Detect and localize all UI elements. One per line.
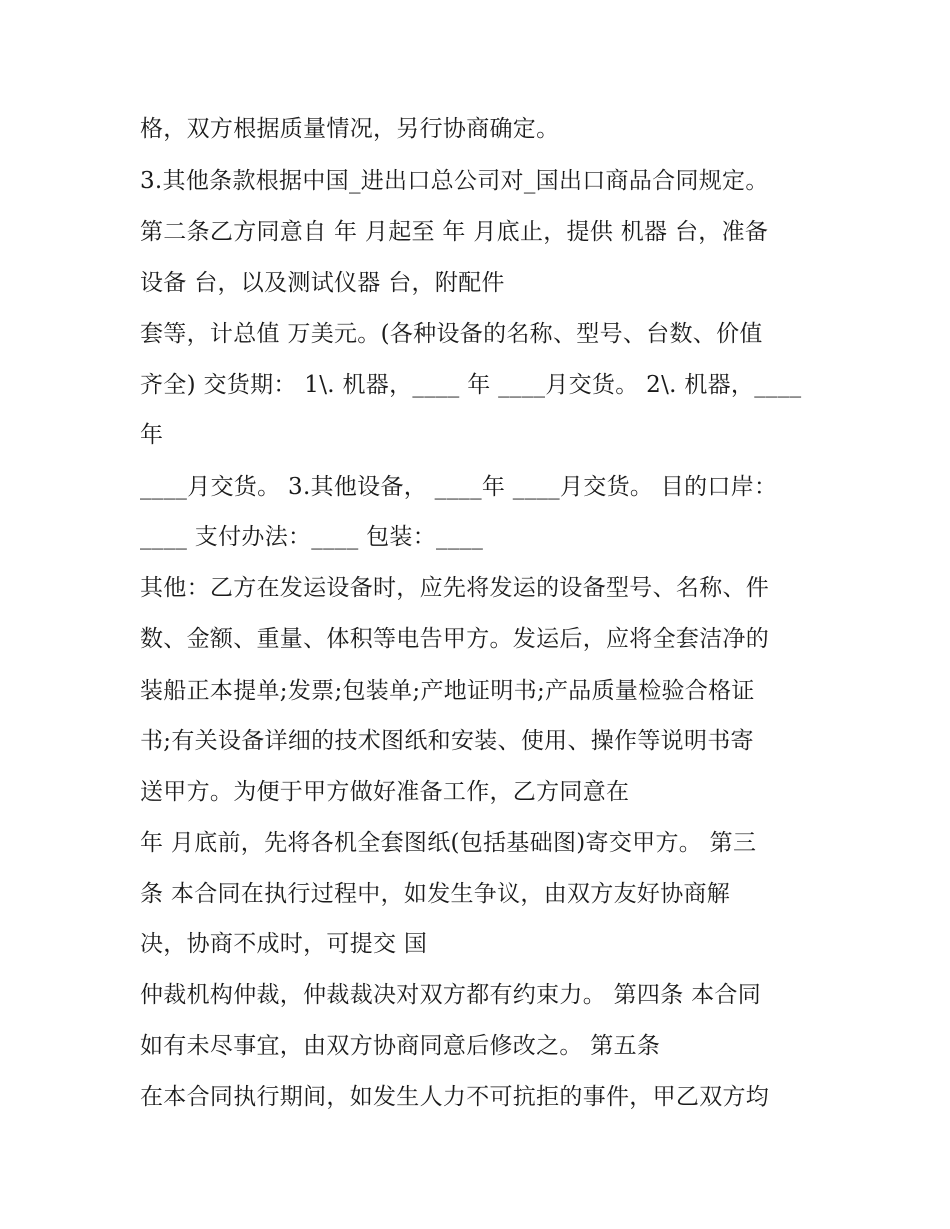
text-line: 装船正本提单;发票;包装单;产地证明书;产品质量检验合格证 bbox=[140, 678, 755, 704]
text-line: 在本合同执行期间，如发生人力不可抗拒的事件，甲乙双方均 bbox=[140, 1084, 770, 1110]
text-line: 数、金额、重量、体积等电告甲方。发运后，应将全套洁净的 bbox=[140, 626, 770, 652]
text-line: 年 bbox=[140, 422, 164, 448]
text-line: 年 月底前，先将各机全套图纸(包括基础图)寄交甲方。 第三 bbox=[140, 830, 757, 856]
text-line: ____月交货。 3.其他设备， ____年 ____月交货。 目的口岸： bbox=[140, 474, 778, 500]
text-line: 格，双方根据质量情况，另行协商确定。 bbox=[140, 116, 560, 142]
text-line: 第二条乙方同意自 年 月起至 年 月底止，提供 机器 台，准备 bbox=[140, 219, 769, 245]
text-line: 齐全) 交货期： 1\. 机器，____ 年 ____月交货。 2\. 机器，____ bbox=[140, 372, 802, 398]
text-line: 条 本合同在执行过程中，如发生争议，由双方友好协商解 bbox=[140, 881, 731, 907]
text-line: 决，协商不成时，可提交 国 bbox=[140, 931, 428, 957]
text-line: 套等，计总值 万美元。(各种设备的名称、型号、台数、价值 bbox=[140, 321, 763, 347]
text-line: ____ 支付办法：____ 包装：____ bbox=[140, 524, 484, 550]
text-line: 3.其他条款根据中国_进出口总公司对_国出口商品合同规定。 bbox=[140, 168, 769, 194]
text-line: 其他：乙方在发运设备时，应先将发运的设备型号、名称、件 bbox=[140, 575, 770, 601]
text-line: 书;有关设备详细的技术图纸和安装、使用、操作等说明书寄 bbox=[140, 728, 754, 754]
text-line: 仲裁机构仲裁，仲裁裁决对双方都有约束力。 第四条 本合同 bbox=[140, 982, 762, 1008]
text-line: 如有未尽事宜，由双方协商同意后修改之。 第五条 bbox=[140, 1033, 661, 1059]
text-line: 送甲方。为便于甲方做好准备工作，乙方同意在 bbox=[140, 779, 630, 805]
text-line: 设备 台，以及测试仪器 台，附配件 bbox=[140, 270, 505, 296]
